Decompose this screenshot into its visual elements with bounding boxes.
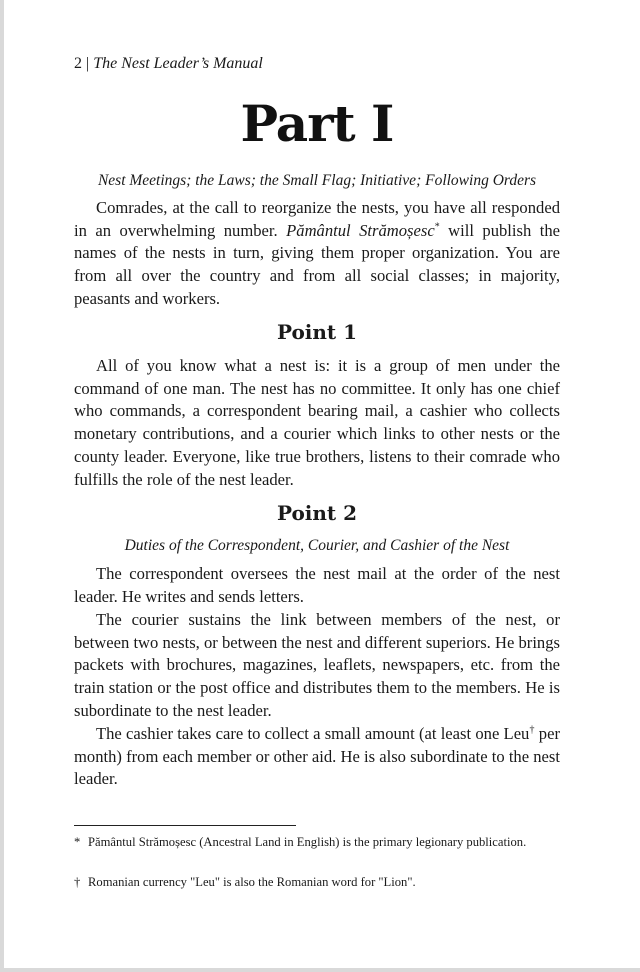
running-head-separator: | (86, 55, 90, 72)
footnote-2 (74, 873, 560, 891)
point-2-text-3-end: per month) from each member or other aid. He is also subordinate to the nest leader. (74, 724, 560, 789)
footnote-marker-2: † (529, 724, 535, 736)
book-title: The Nest Leader’s Manual (93, 55, 263, 72)
point-2-paragraph-1 (74, 563, 560, 608)
point-2-text-2: The courier sustains the link between members of the nest, or between two nests, or between the nest and different superiors. He brings packets with brochures, magazines, leaflets, newspapers, etc. from the train station or the post office and distributes them to the members. He is subordinate to the nest leader. (74, 610, 560, 720)
footnote-marker-1: * (434, 221, 440, 233)
point-2-text-1: The correspondent oversees the nest mail at the order of the nest leader. He writes and sends letters. (74, 564, 560, 606)
point-1-text: All of you know what a nest is: it is a group of men under the command of one man. The nest has no committee. It only has one chief who commands, a correspondent bearing mail, a cashier who collects monetary contributions, and a courier which links to other nests or the county leader. Everyone, like true brothers, listens to their comrade who fulfills the role of the nest leader. (74, 356, 560, 489)
footnote-2-text: Romanian currency "Leu" is also the Romanian word for "Lion". (88, 875, 416, 889)
point-2-text-3-start: The cashier takes care to collect a small amount (at least one Leu (96, 724, 530, 743)
publication-name: Pământul Strămoșesc (286, 220, 435, 240)
intro-paragraph (74, 197, 560, 311)
point-1-paragraph (74, 355, 560, 491)
running-head (74, 55, 263, 73)
point-1-heading: Point 1 (276, 320, 358, 344)
point-2-paragraph-3 (74, 723, 560, 791)
point-2-heading: Point 2 (276, 501, 358, 525)
footnote-2-mark: † (74, 875, 81, 889)
page-number: 2 (74, 55, 82, 72)
intro-text-start: Comrades, at the call to reorganize the nests, you have all responded in an overwhelming number. (74, 198, 560, 240)
page-edge-left (0, 0, 4, 972)
footnote-1 (74, 833, 560, 851)
page-edge-bottom (0, 968, 640, 972)
point-2-paragraph-2 (74, 609, 560, 723)
intro-text-end: will publish the names of the nests in turn, giving them proper organization. You are from all over the country and from all social classes; in majority, peasants and workers. (74, 220, 560, 308)
footnote-rule (74, 825, 296, 826)
footnote-1-text: Pământul Strămoșesc (Ancestral Land in English) is the primary legionary publication. (88, 835, 527, 849)
part-subtitle: Nest Meetings; the Laws; the Small Flag; Initiative; Following Orders (97, 172, 537, 189)
footnote-1-mark: * (74, 835, 81, 849)
point-2-subtitle: Duties of the Correspondent, Courier, and Cashier of the Nest (124, 537, 510, 554)
part-title: Part I (240, 94, 394, 153)
